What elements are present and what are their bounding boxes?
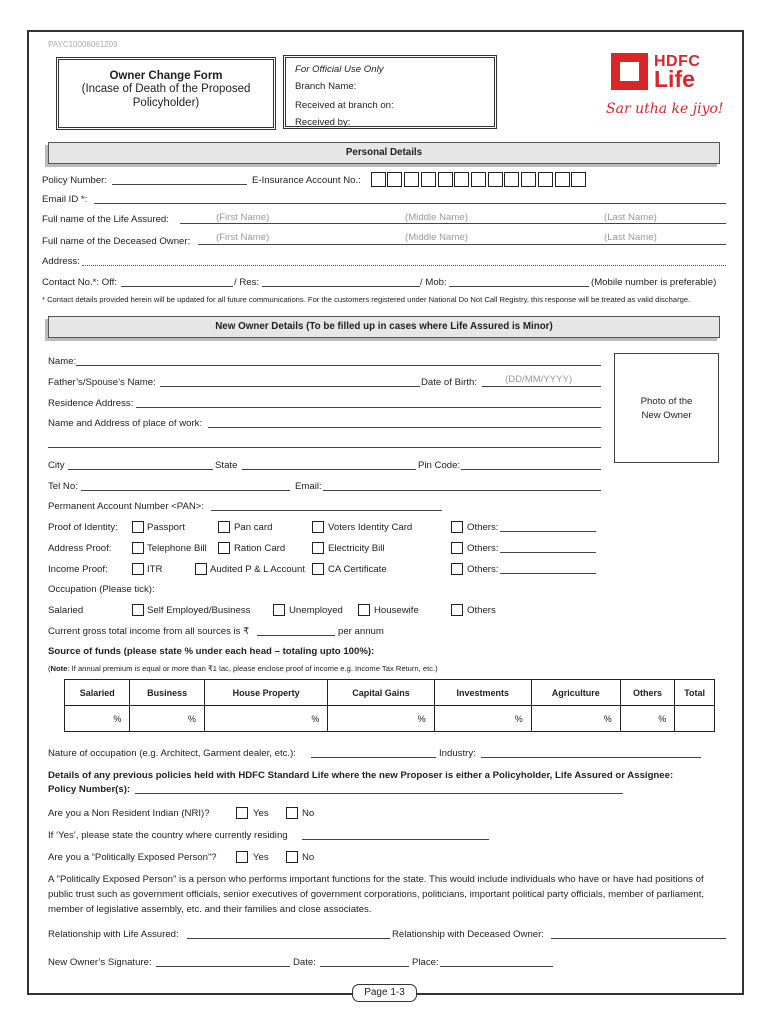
funds-col-business: Business: [130, 680, 204, 706]
occupation-others-label: Others: [467, 605, 496, 616]
relationship-life-assured-label: Relationship with Life Assured:: [48, 929, 179, 940]
photo-label-1: Photo of the: [640, 396, 693, 407]
life-assured-middle-name: (Middle Name): [405, 212, 468, 223]
tel-label: Tel No:: [48, 481, 78, 492]
mobile-note: (Mobile number is preferable): [591, 277, 717, 288]
einsurance-label: E-Insurance Account No.:: [252, 175, 361, 186]
contact-footnote: * Contact details provided herein will be updated for all future communications. For the customers registered under National Do Not Call Registry, this response will be treated as valid discharge.: [42, 295, 691, 304]
received-at-label: Received at branch on:: [295, 100, 394, 111]
deceased-middle-name: (Middle Name): [405, 232, 468, 243]
funds-col-total: Total: [675, 680, 715, 706]
funds-value-row: [65, 706, 715, 732]
contact-mob-label: / Mob:: [420, 277, 447, 288]
funds-col-investments: Investments: [434, 680, 531, 706]
email-new-field[interactable]: [323, 490, 601, 491]
electricity-bill-label: Electricity Bill: [328, 543, 385, 554]
income-proof-label: Income Proof:: [48, 564, 108, 575]
state-label: State: [215, 460, 238, 471]
father-spouse-label: Father’s/Spouse’s Name:: [48, 377, 156, 388]
city-label: City: [48, 460, 65, 471]
ca-certificate-label: CA Certificate: [328, 564, 387, 575]
funds-salaried-input[interactable]: %: [65, 706, 130, 732]
occupation-label: Occupation (Please tick):: [48, 584, 155, 595]
country-question: If ‘Yes’, please state the country where currently residing: [48, 830, 288, 841]
nri-question: Are you a Non Resident Indian (NRI)?: [48, 808, 210, 819]
address-others-field[interactable]: [500, 552, 596, 553]
housewife-label: Housewife: [374, 605, 419, 616]
residence-label: Residence Address:: [48, 398, 134, 409]
life-assured-label: Full name of the Life Assured:: [42, 214, 169, 225]
name-label: Name:: [48, 356, 77, 367]
name-field[interactable]: [76, 365, 601, 366]
telephone-bill-checkbox[interactable]: [132, 542, 144, 554]
relationship-life-assured-field[interactable]: [187, 938, 390, 939]
personal-details-heading: Personal Details: [48, 142, 720, 164]
funds-col-capital-gains: Capital Gains: [328, 680, 434, 706]
contact-off-label: Contact No.*: Off:: [42, 277, 118, 288]
dob-label: Date of Birth:: [421, 377, 477, 388]
pan-card-checkbox[interactable]: [218, 521, 230, 533]
contact-res-label: / Res:: [234, 277, 260, 288]
official-use-heading: For Official Use Only: [295, 64, 384, 75]
identity-proof-label: Proof of Identity:: [48, 522, 118, 533]
funds-capital-gains-input[interactable]: %: [328, 706, 434, 732]
address-field[interactable]: [82, 265, 726, 266]
income-others-checkbox[interactable]: [451, 563, 463, 575]
policy-numbers-label: Policy Number(s):: [48, 784, 131, 795]
date-label: Date:: [293, 957, 316, 968]
logo-text-hdfc: HDFC: [654, 53, 701, 70]
dob-placeholder: (DD/MM/YYYY): [505, 374, 573, 385]
address-proof-label: Address Proof:: [48, 543, 112, 554]
page-indicator: Page 1-3: [352, 984, 417, 1002]
nature-occupation-field[interactable]: [311, 757, 436, 758]
contact-off-field[interactable]: [121, 286, 233, 287]
address-label: Address:: [42, 256, 80, 267]
pan-field[interactable]: [211, 510, 442, 511]
contact-res-field[interactable]: [262, 286, 420, 287]
policy-number-field[interactable]: [112, 184, 247, 185]
workplace-field[interactable]: [208, 427, 601, 428]
occupation-others-checkbox[interactable]: [451, 604, 463, 616]
funds-investments-input[interactable]: %: [434, 706, 531, 732]
logo-tagline: Sar utha ke jiyo!: [606, 101, 724, 117]
reference-code: PAYC10006061209: [48, 40, 118, 49]
ration-card-checkbox[interactable]: [218, 542, 230, 554]
passport-label: Passport: [147, 522, 185, 533]
date-field[interactable]: [320, 966, 409, 967]
funds-house-property-input[interactable]: %: [204, 706, 328, 732]
nature-occupation-label: Nature of occupation (e.g. Architect, Garment dealer, etc.):: [48, 748, 296, 759]
nri-no-label: No: [302, 808, 315, 819]
identity-others-label: Others:: [467, 522, 499, 533]
policy-numbers-field[interactable]: [135, 793, 623, 794]
ca-certificate-checkbox[interactable]: [312, 563, 324, 575]
official-use-box: [283, 55, 497, 129]
funds-business-input[interactable]: %: [130, 706, 204, 732]
deceased-owner-label: Full name of the Deceased Owner:: [42, 236, 191, 247]
unemployed-label: Unemployed: [289, 605, 343, 616]
pep-no-label: No: [302, 852, 315, 863]
funds-agriculture-input[interactable]: %: [531, 706, 620, 732]
policy-number-label: Policy Number:: [42, 175, 108, 186]
income-field[interactable]: [257, 635, 335, 636]
residence-field[interactable]: [136, 407, 601, 408]
income-others-label: Others:: [467, 564, 499, 575]
hdfc-logo-mark: [611, 53, 648, 90]
branch-name-label: Branch Name:: [295, 81, 357, 92]
funds-header-row: [65, 680, 715, 706]
place-field[interactable]: [440, 966, 553, 967]
income-others-field[interactable]: [500, 573, 596, 574]
unemployed-checkbox[interactable]: [273, 604, 285, 616]
address-others-label: Others:: [467, 543, 499, 554]
address-others-checkbox[interactable]: [451, 542, 463, 554]
photo-box[interactable]: [614, 353, 719, 463]
deceased-first-name: (First Name): [216, 232, 270, 243]
workplace-label: Name and Address of place of work:: [48, 418, 203, 429]
contact-mob-field[interactable]: [449, 286, 589, 287]
tel-field[interactable]: [81, 490, 290, 491]
father-spouse-field[interactable]: [160, 386, 420, 387]
photo-label-2: New Owner: [641, 410, 692, 421]
pep-yes-checkbox[interactable]: [236, 851, 248, 863]
housewife-checkbox[interactable]: [358, 604, 370, 616]
previous-policies-label: Details of any previous policies held with HDFC Standard Life where the new Proposer is either a Policyholder, Life Assured or Assignee:: [48, 770, 674, 781]
relationship-deceased-field[interactable]: [551, 938, 726, 939]
electricity-bill-checkbox[interactable]: [312, 542, 324, 554]
workplace-field-2[interactable]: [48, 447, 601, 448]
life-assured-field[interactable]: [180, 223, 726, 224]
pin-field[interactable]: [461, 469, 601, 470]
received-by-label: Received by:: [295, 117, 351, 128]
place-label: Place:: [412, 957, 439, 968]
logo-text-life: Life: [654, 66, 695, 92]
pin-label: Pin Code:: [418, 460, 461, 471]
deceased-owner-field[interactable]: [198, 244, 726, 245]
life-assured-first-name: (First Name): [216, 212, 270, 223]
self-employed-checkbox[interactable]: [132, 604, 144, 616]
city-field[interactable]: [68, 469, 213, 470]
form-subtitle-1: (Incase of Death of the Proposed: [81, 83, 251, 95]
income-label: Current gross total income from all sources is ₹: [48, 626, 250, 637]
itr-checkbox[interactable]: [132, 563, 144, 575]
audited-pl-label: Audited P & L Account: [210, 564, 305, 575]
funds-col-others: Others: [620, 680, 674, 706]
pep-no-checkbox[interactable]: [286, 851, 298, 863]
note-text: : If annual premium is equal or more than ₹1 lac, please enclose proof of income e.g. Income Tax Return, etc.): [67, 664, 438, 673]
itr-label: ITR: [147, 564, 163, 575]
telephone-bill-label: Telephone Bill: [147, 543, 207, 554]
form-subtitle-2: Policyholder): [132, 97, 200, 109]
email-new-label: Email:: [295, 481, 322, 492]
state-field[interactable]: [242, 469, 416, 470]
identity-others-field[interactable]: [500, 531, 596, 532]
relationship-deceased-label: Relationship with Deceased Owner:: [392, 929, 544, 940]
self-employed-label: Self Employed/Business: [147, 605, 251, 616]
nri-yes-checkbox[interactable]: [236, 807, 248, 819]
funds-others-input[interactable]: %: [620, 706, 674, 732]
industry-label: Industry:: [439, 748, 476, 759]
funds-heading: Source of funds (please state % under each head – totaling upto 100%):: [48, 646, 375, 657]
email-label: Email ID *:: [42, 194, 88, 205]
funds-col-salaried: Salaried: [65, 680, 130, 706]
industry-field[interactable]: [481, 757, 701, 758]
nri-no-checkbox[interactable]: [286, 807, 298, 819]
country-field[interactable]: [302, 839, 489, 840]
identity-others-checkbox[interactable]: [451, 521, 463, 533]
dob-field[interactable]: [482, 386, 601, 387]
audited-pl-checkbox[interactable]: [195, 563, 207, 575]
note-label: Note: [50, 664, 68, 673]
income-note: (Note: If annual premium is equal or more than ₹1 lac, please enclose proof of income e.g. Income Tax Return, etc.): [48, 664, 438, 673]
passport-checkbox[interactable]: [132, 521, 144, 533]
new-owner-heading: New Owner Details (To be filled up in cases where Life Assured is Minor): [48, 316, 720, 338]
pep-definition: A "Politically Exposed Person" is a person who performs important functions for the state. This would include individuals who have or have had positions of public trust such as government officials, senior executives of government corporations, politicians, important political party officials, member of parliament, member of legislative assembly, etc. and their families and close associates.: [48, 874, 705, 915]
funds-total-input[interactable]: [675, 706, 715, 732]
pan-card-label: Pan card: [234, 522, 273, 533]
source-of-funds-table: [64, 679, 715, 732]
per-annum-label: per annum: [338, 626, 384, 637]
email-field[interactable]: [94, 203, 726, 204]
pep-question: Are you a “Politically Exposed Person”?: [48, 852, 217, 863]
signature-field[interactable]: [156, 966, 290, 967]
funds-col-agriculture: Agriculture: [531, 680, 620, 706]
voters-id-label: Voters Identity Card: [328, 522, 413, 533]
signature-label: New Owner’s Signature:: [48, 957, 152, 968]
pan-label: Permanent Account Number <PAN>:: [48, 501, 205, 512]
deceased-last-name: (Last Name): [604, 232, 657, 243]
funds-col-house-property: House Property: [204, 680, 328, 706]
salaried-label: Salaried: [48, 605, 84, 616]
ration-card-label: Ration Card: [234, 543, 286, 554]
form-title: Owner Change Form: [109, 70, 223, 82]
form-title-box: [56, 57, 276, 130]
pep-yes-label: Yes: [253, 852, 269, 863]
nri-yes-label: Yes: [253, 808, 269, 819]
life-assured-last-name: (Last Name): [604, 212, 657, 223]
voters-id-checkbox[interactable]: [312, 521, 324, 533]
